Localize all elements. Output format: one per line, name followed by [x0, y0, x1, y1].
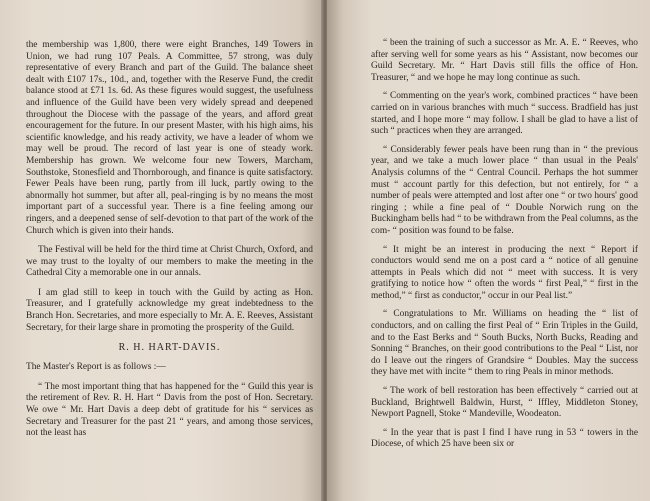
right-paragraph-practices: “ Commenting on the year's work, combined practices “ have been carried on in various branches with much “ success. Bradfield has just started, and I hope more “ may follow. I shall be glad to have a list of such “ practices when they are arranged. [371, 91, 638, 137]
left-paragraph-treasurer: I am glad still to keep in touch with the Guild by acting as Hon. Treasurer, and I gratefully acknowledge my great indebtedness to the Branch Hon. Secretaries, and more especially to Mr. A. E. Reeves, Assistant Secretary, for their large share in promoting the prosperity of the Guild. [26, 287, 313, 333]
right-paragraph-attempts: “ It might be an interest in producing the next “ Report if conductors would send me on a post card a “ notice of all genuine attempts in Peals which did not “ meet with success. It is very gratifying to notice how “ often the words “ first Peal,” “ first in the method,” “ first as conductor,” occur in our Peal list.” [371, 244, 638, 301]
right-paragraph-restoration: “ The work of bell restoration has been effectively “ carried out at Buckland, Brightwell Baldwin, Hurst, “ Iffley, Middleton Stoney, Newport Pagnell, Stoke “ Mandeville, Woodeaton. [371, 386, 638, 420]
right-page [327, 0, 650, 501]
right-paragraph-successor: “ been the training of such a successor as Mr. A. E. “ Reeves, who after serving well for some years as his “ Assistant, now becomes our Guild Secretary. Mr. “ Hart Davis still fills the office of Hon. Treasurer, “ and we hope he may long continue as such. [371, 38, 638, 83]
left-paragraph-membership: the membership was 1,800, there were eight Branches, 149 Towers in Union, we had rung 107 Peals. A Committee, 57 strong, was duly representative of every Branch and part of the Guild. The balance sheet dealt with £107 17s., 10d., and, together with the Reserve Fund, the credit balance stood at £71 1s. 6d. As these figures would suggest, the usefulness and influence of the Guild have been very widely spread and deepened throughout the Diocese with the passage of the years, and afford great encouragement for the future. In our present Master, with his high aims, his scientific knowledge, and his ready activity, we have a leader of whom we may well be proud. The record of last year is one of steady work. Membership has grown. We welcome four new Towers, Marcham, Southstoke, Stonesfield and Thornborough, and finance is quite satisfactory. Fewer Peals have been rung, partly from ill luck, partly owing to the abnormally hot summer, but after all, peal-ringing is by no means the most important part of a successful year. There is a fine feeling among our ringers, and a deepened sense of self-devotion to that part of the work of the Church which is given into their hands. [26, 40, 313, 236]
right-paragraph-towers: “ In the year that is past I find I have rung in 53 “ towers in the Diocese, of which 25 have been six or [371, 427, 638, 450]
left-paragraph-retirement: “ The most important thing that has happened for the “ Guild this year is the retirement of Rev. R. H. Hart “ Davis from the post of Hon. Secretary. We owe “ Mr. Hart Davis a deep debt of gratitude for his “ services as Secretary and Treasurer for the past 21 “ years, and among those services, not the least has [26, 381, 313, 439]
left-paragraph-festival: The Festival will be held for the third time at Christ Church, Oxford, and we may trust to the loyalty of our members to make the meeting in the Cathedral City a memorable one in our annals. [26, 245, 313, 279]
right-paragraph-congratulations: “ Congratulations to Mr. Williams on heading the “ list of conductors, and on calling the first Peal of “ Erin Triples in the Guild, and to the East Berks and “ South Bucks, North Bucks, Reading and Sonning “ Branches, on their good contributions to the Peal “ List, nor do I leave out the ringers of Grandsire “ Doubles. May the success they have met with incite “ them to ring Peals in minor methods. [371, 309, 638, 378]
left-page [0, 0, 323, 501]
right-paragraph-peals: “ Considerably fewer peals have been rung than in “ the previous year, and we take a much lower place “ than usual in the Peals' Analysis columns of the “ Central Council. Perhaps the hot summer must “ account partly for this defection, but not entirely, for “ a number of peals were attempted and lost after one “ or two hours' good ringing ; while a fine peal of “ Double Norwich rung on the Buckingham bells had “ to be withdrawn from the Peal columns, as the com- “ position was found to be false. [371, 144, 638, 236]
signature: R. H. HART-DAVIS. [118, 342, 221, 354]
masters-report-intro: The Master's Report is as follows :— [26, 362, 166, 373]
